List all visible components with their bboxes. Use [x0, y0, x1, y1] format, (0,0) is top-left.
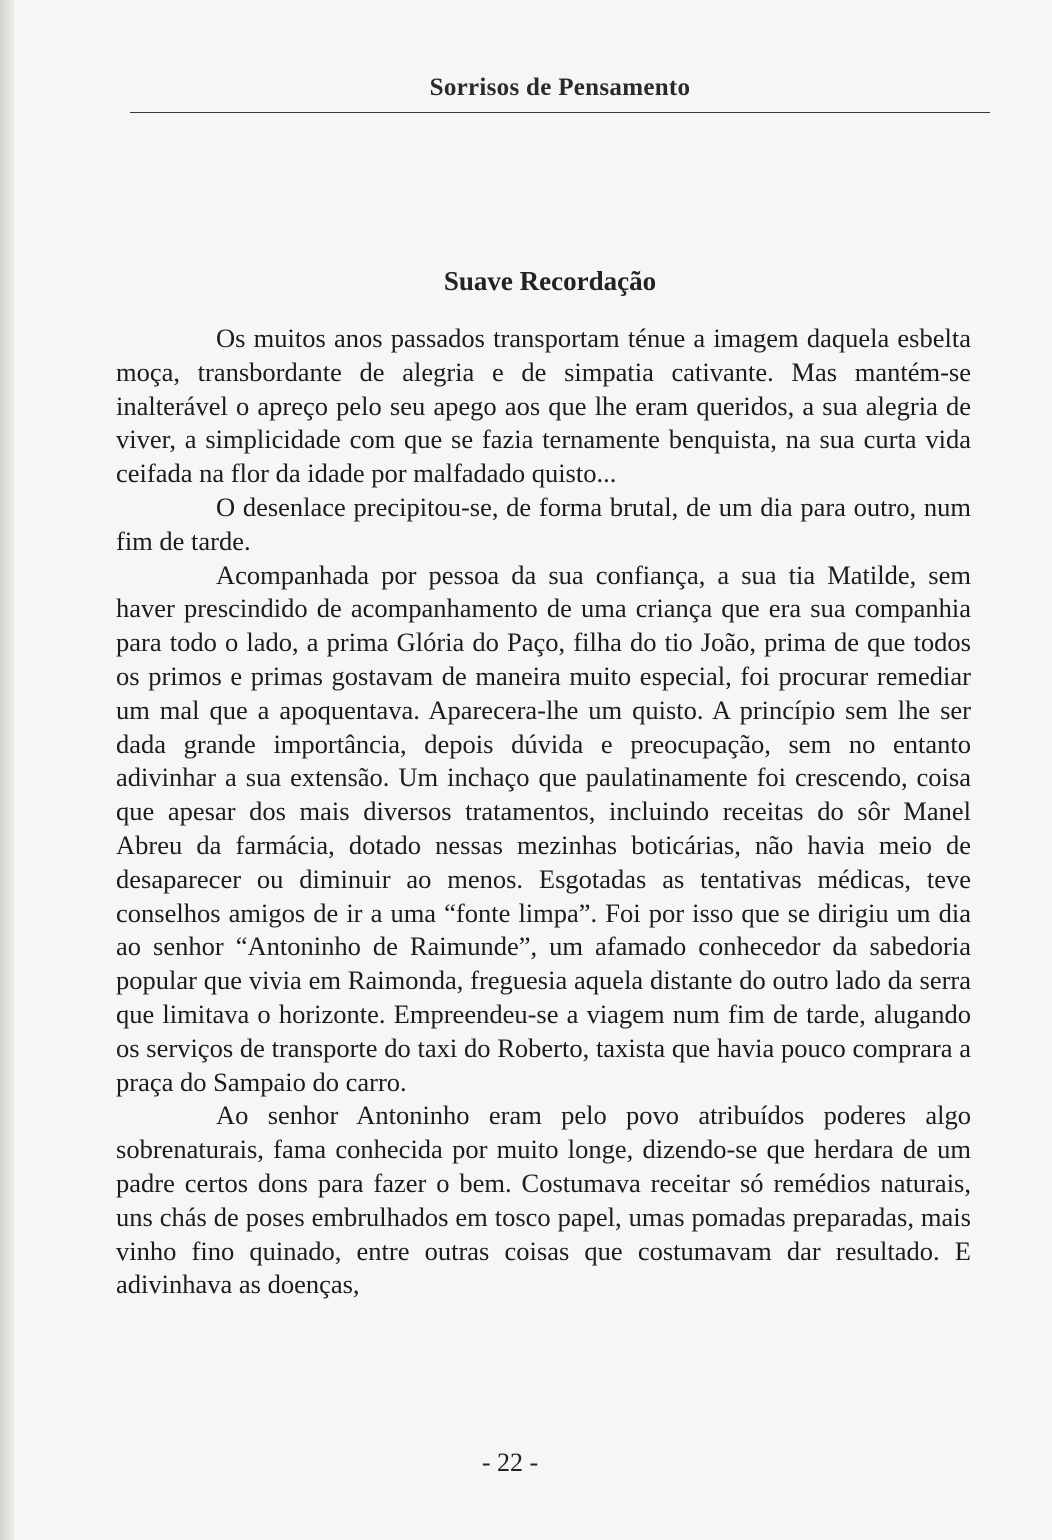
- page-number: - 22 -: [481, 1448, 539, 1477]
- body-text: [116, 322, 971, 1302]
- page-edge: [0, 0, 14, 1540]
- paragraph: Acompanhada por pessoa da sua confiança, a sua tia Matilde, sem haver prescindido de acompanhamento de uma criança que era sua companhia para todo o lado, a prima Glória do Paço, filha do tio João, prima de que todos os primos e primas gostavam de maneira muito especial, foi procurar remediar um mal que a apoquentava. Aparecera-lhe um quisto. A princípio sem lhe ser dada grande importância, depois dúvida e preocupação, sem no entanto adivinhar a sua extensão. Um inchaço que paulatinamente foi crescendo, coisa que apesar dos mais diversos tratamentos, incluindo receitas do sôr Manel Abreu da farmácia, dotado nessas mezinhas boticárias, não havia meio de desaparecer ou diminuir ao menos. Esgotadas as tentativas médicas, teve conselhos amigos de ir a uma “fonte limpa”. Foi por isso que se dirigiu um dia ao senhor “Antoninho de Raimunde”, um afamado conhecedor da sabedoria popular que vivia em Raimonda, freguesia aquela distante do outro lado da serra que limitava o horizonte. Empreendeu-se a viagem num fim de tarde, alugando os serviços de transporte do taxi do Roberto, taxista que havia pouco comprara a praça do Sampaio do carro.: [116, 559, 971, 1097]
- paragraph: Ao senhor Antoninho eram pelo povo atribuídos poderes algo sobrenaturais, fama conhecida por muito longe, dizendo-se que herdara de um padre certos dons para fazer o bem. Costumava receitar só remédios naturais, uns chás de poses embrulhados em tosco papel, umas pomadas preparadas, mais vinho fino quinado, entre outras coisas que costumavam dar resultado. E adivinhava as doenças,: [116, 1100, 971, 1300]
- running-header: [130, 62, 990, 122]
- paragraph: Os muitos anos passados transportam ténue a imagem daquela esbelta moça, transbordante de alegria e de simpatia cativante. Mas mantém-se inalterável o apreço pelo seu apego aos que lhe eram queridos, a sua alegria de viver, a simplicidade com que se fazia ternamente benquista, na sua curta vida ceifada na flor da idade por malfadado quisto...: [116, 323, 971, 489]
- paragraph: O desenlace precipitou-se, de forma brutal, de um dia para outro, num fim de tarde.: [116, 491, 971, 556]
- running-header-title: Sorrisos de Pensamento: [429, 74, 691, 101]
- chapter-title: Suave Recordação: [443, 266, 657, 296]
- header-rule: [130, 112, 990, 113]
